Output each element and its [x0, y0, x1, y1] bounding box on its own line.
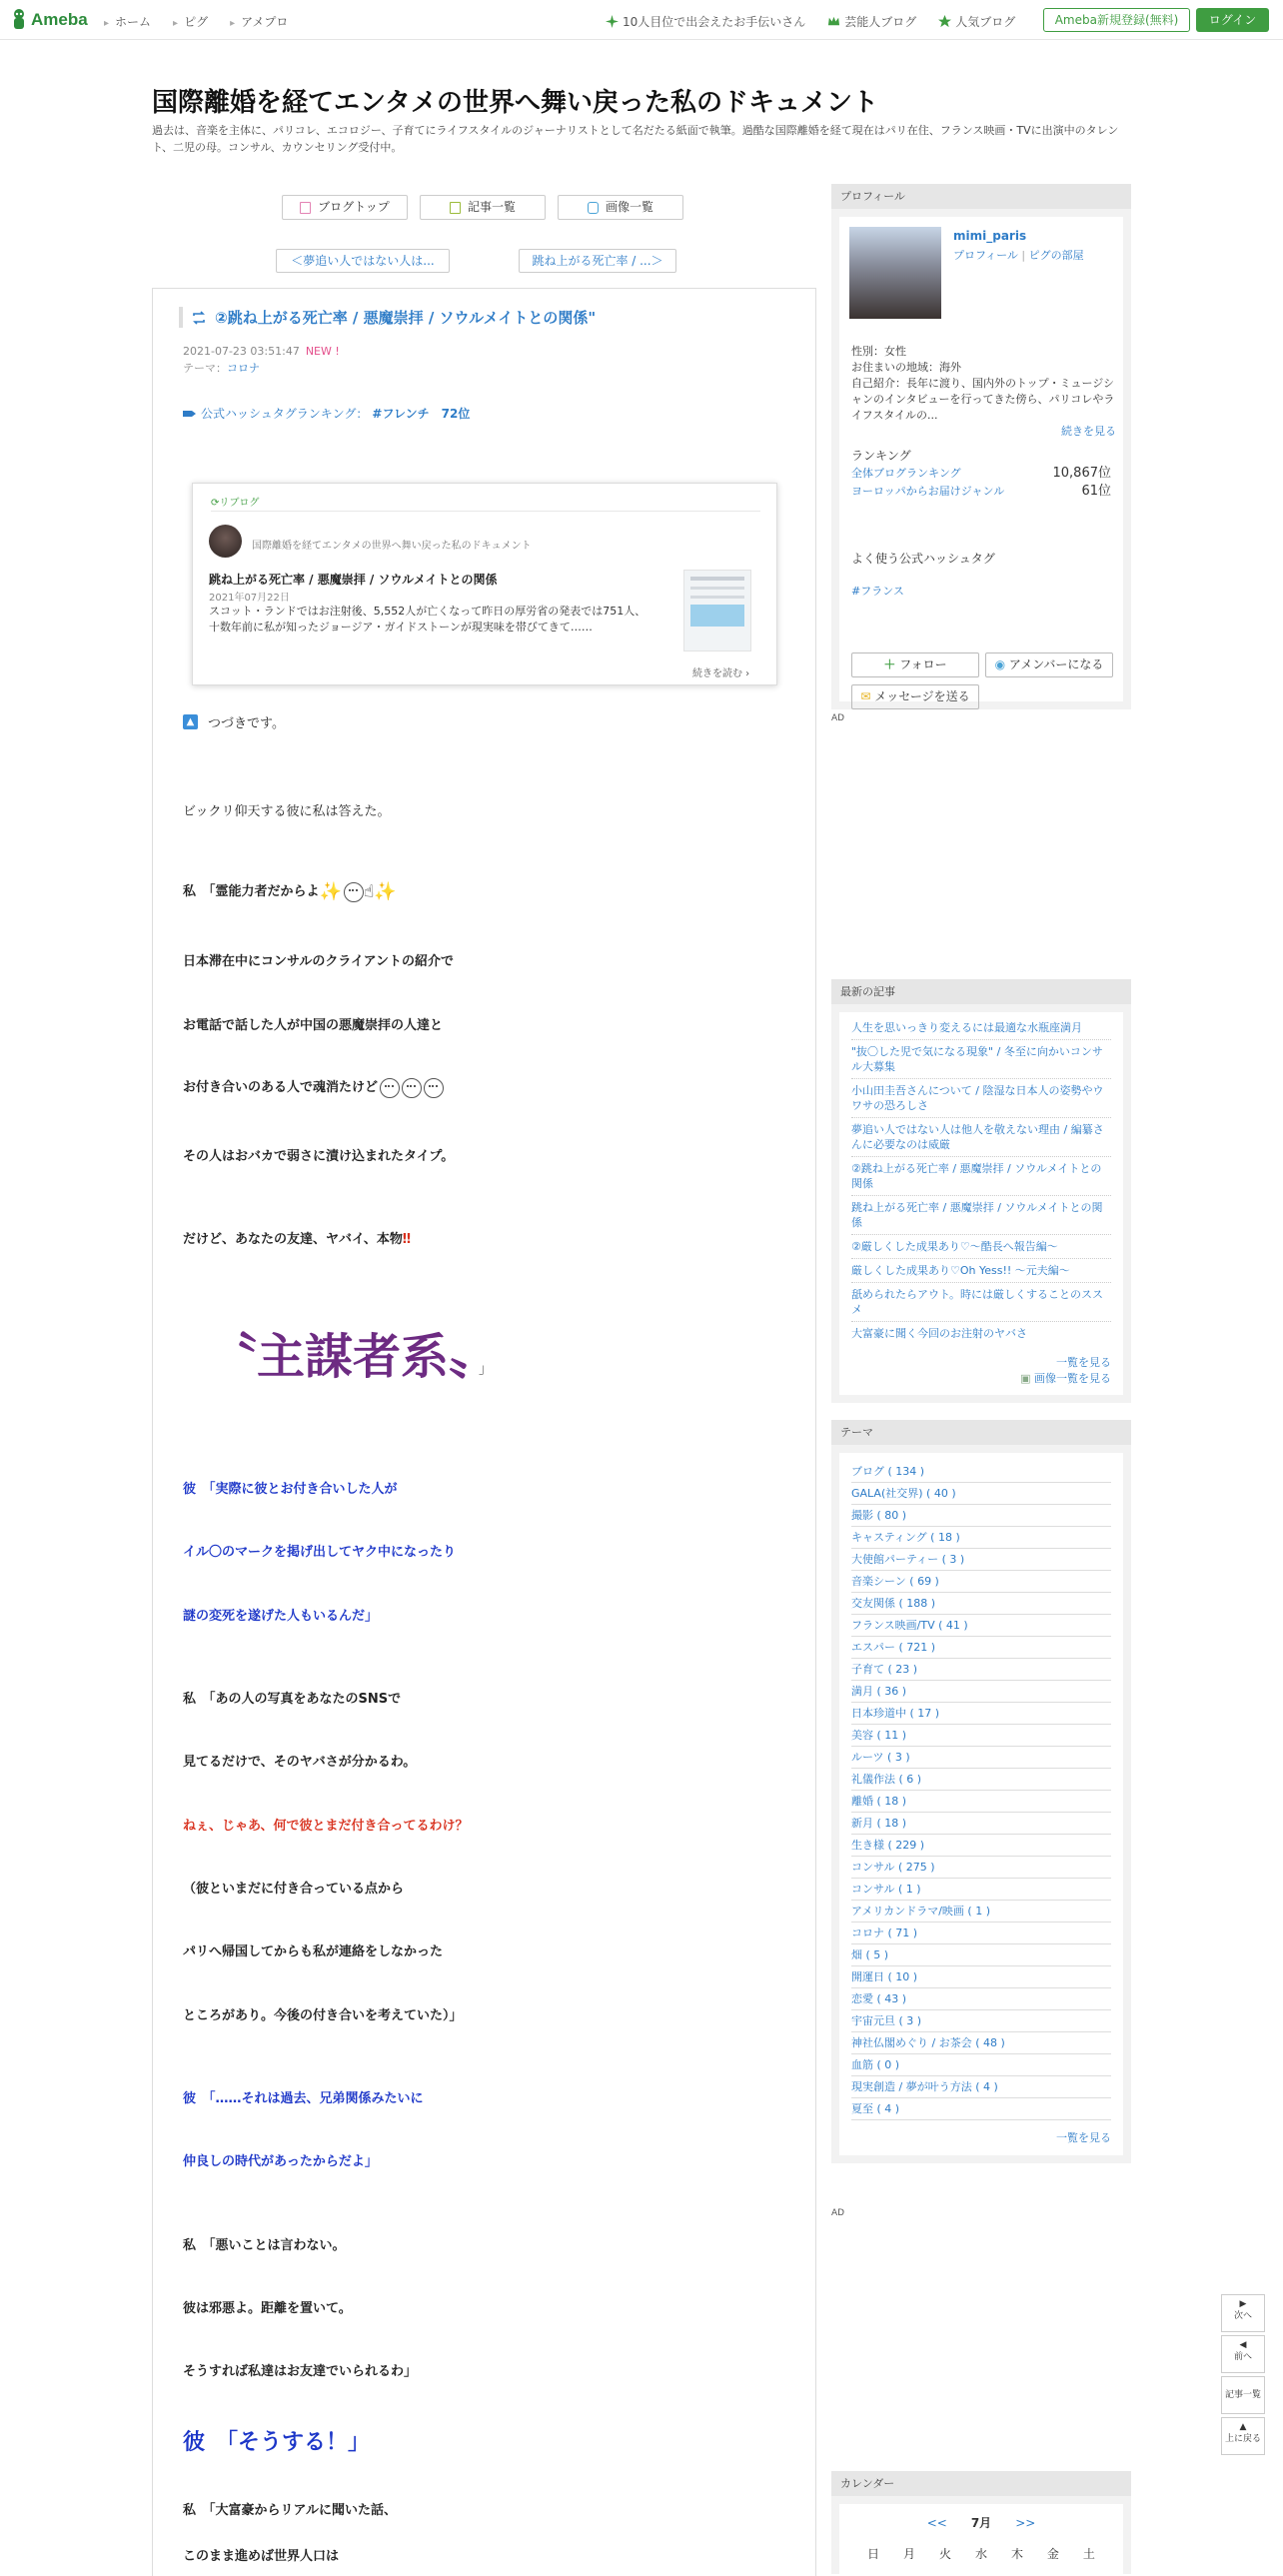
calendar-weekdays: 日 月 火 水 木 金 土	[867, 2547, 1095, 2561]
sparkle-emoji-icon: ✨	[319, 881, 342, 902]
ameba-logo[interactable]	[10, 8, 88, 32]
body-line: 私 「霊能力者だからよ✨ ☝✨	[183, 881, 397, 902]
reblog-label: ⟳リブログ	[211, 498, 260, 509]
reblog-date: 2021年07月22日	[209, 593, 290, 604]
theme-link[interactable]: 音楽シーン ( 69 )	[851, 1571, 1111, 1593]
nav-promo-label: 10人目位で出会えたお手伝いさん	[623, 15, 806, 29]
profile-more-link[interactable]: 続きを見る	[1061, 425, 1116, 438]
entry-title[interactable]	[179, 307, 596, 328]
recent-entry-link[interactable]: 人生を思いっきり変えるには最適な水瓶座満月	[851, 1016, 1111, 1040]
recent-entry-link[interactable]: 小山田圭吾さんについて / 陰湿な日本人の姿勢やウワサの恐ろしさ	[851, 1079, 1111, 1118]
float-prev-button[interactable]: ◀ 前へ	[1221, 2335, 1265, 2373]
body-line: 私 「大富豪からリアルに聞いた話、	[183, 2503, 397, 2518]
back-icon: ◀	[1239, 2340, 1247, 2350]
hand-emoji-icon: ☝	[363, 881, 375, 902]
hashtag-ranking[interactable]	[183, 405, 470, 422]
tab-image-list-label: 画像一覧	[605, 200, 653, 214]
sparkle-icon	[606, 15, 619, 28]
recent-entry-link[interactable]: 夢追い人ではない人は他人を敬えない理由 / 編纂さんに必要なのは威厳	[851, 1118, 1111, 1157]
tab-blog-top[interactable]	[282, 195, 408, 220]
ranking-overall-value: 10,867位	[1052, 466, 1111, 481]
recent-header: 最新の記事	[831, 979, 1131, 1004]
calendar-prev[interactable]: <<	[926, 2516, 947, 2530]
read-more-link[interactable]: 続きを読む ›	[692, 668, 750, 679]
entry-title-text: ②跳ね上がる死亡率 / 悪魔崇拝 / ソウルメイトとの関係"	[215, 309, 597, 327]
body-line: そうすれば私達はお友達でいられるわ」	[183, 2364, 418, 2379]
body-line: 日本滞在中にコンサルのクライアントの紹介で	[183, 954, 455, 969]
theme-link[interactable]: コンサル ( 275 )	[851, 1857, 1111, 1879]
theme-link[interactable]: 満月 ( 36 )	[851, 1681, 1111, 1703]
hashtag-label: よく使う公式ハッシュタグ	[851, 552, 995, 566]
recent-entry-link[interactable]: 大富豪に聞く今回のお注射のヤバさ	[851, 1327, 1027, 1340]
ranking-list	[851, 465, 1111, 501]
ameba-mascot-icon	[10, 8, 28, 32]
theme-link[interactable]: 撮影 ( 80 )	[851, 1505, 1111, 1527]
body-line: 彼 「実際に彼とお付き合いした人が	[183, 1482, 398, 1497]
body-line: イル〇のマークを掲げ出してヤク中になったり	[183, 1545, 457, 1560]
theme-link[interactable]: GALA(社交界) ( 40 )	[851, 1483, 1111, 1505]
theme-link[interactable]: 大使館パーティー ( 3 )	[851, 1549, 1111, 1571]
reblog-excerpt: スコット・ランドではお注射後、5,552人が亡くなって昨日の厚労省の発表では751人、十数年前に私が知ったジョージア・ガイドストーンが現実味を帯びてきて……	[209, 605, 646, 634]
recent-entry-link[interactable]: ②跳ね上がる死亡率 / 悪魔崇拝 / ソウルメイトとの関係	[851, 1157, 1111, 1196]
plus-icon: ＋	[883, 657, 896, 671]
arrow-up-icon: ▲	[183, 714, 198, 729]
calendar-widget	[831, 2471, 1131, 2574]
profile-widget	[831, 184, 1131, 709]
reblog-icon	[191, 311, 207, 325]
ranking-label: ランキング	[851, 449, 911, 463]
float-list-button[interactable]: 記事一覧	[1221, 2376, 1265, 2414]
nav-left	[104, 13, 310, 30]
theme-link[interactable]: フランス映画/TV ( 41 )	[851, 1615, 1111, 1637]
theme-link[interactable]: キャスティング ( 18 )	[851, 1527, 1111, 1549]
theme-link[interactable]: 夏至 ( 4 )	[851, 2098, 1111, 2120]
camera-icon	[588, 202, 599, 214]
login-button[interactable]: ログイン	[1196, 8, 1269, 32]
divider	[211, 511, 760, 512]
profile-image[interactable]	[849, 227, 941, 319]
theme-link[interactable]: 子育て ( 23 )	[851, 1659, 1111, 1681]
theme-link[interactable]: 美容 ( 11 )	[851, 1725, 1111, 1747]
document-icon	[450, 202, 461, 214]
nav-promo[interactable]	[606, 13, 805, 30]
theme-link[interactable]: 畑 ( 5 )	[851, 1944, 1111, 1966]
body-line: ▲ つづきです。	[183, 712, 285, 731]
nav-pigg[interactable]: ▸ ピグ	[173, 13, 208, 30]
body-line: パリへ帰国してからも私が連絡をしなかった	[183, 1944, 444, 1959]
body-line: 彼 「……それは過去、兄弟関係みたいに	[183, 2091, 424, 2106]
body-line: 見てるだけで、そのヤバさが分かるわ。	[183, 1755, 417, 1770]
recent-entry-link[interactable]: 厳しくした成果あり♡Oh Yess!! 〜元夫編〜	[851, 1259, 1111, 1283]
logo-text: Ameba	[31, 10, 88, 29]
blog-description: 過去は、音楽を主体に、パリコレ、エコロジー、子育てにライフスタイルのジャーナリストとして名だたる紙面で執筆。過酷な国際離婚を経て現在はパリ在住、フランス映画・TVに出演中のタレント、二児の母。コンサル、カウンセリング受付中。	[152, 124, 1119, 154]
theme-link[interactable]: 開運日 ( 10 )	[851, 1966, 1111, 1988]
theme-link[interactable]: 離婚 ( 18 )	[851, 1791, 1111, 1813]
ranking-genre-link[interactable]: ヨーロッパからお届けジャンル	[851, 485, 1005, 498]
next-entry-button[interactable]: 跳ね上がる死亡率 / ...＞	[519, 249, 676, 273]
theme-link[interactable]: コンサル ( 1 )	[851, 1879, 1111, 1901]
theme-link[interactable]: 神社仏閣めぐり / お茶会 ( 48 )	[851, 2032, 1111, 2054]
blog-icon	[300, 202, 311, 214]
member-icon: ◉	[994, 657, 1006, 671]
theme-link[interactable]: アメリカンドラマ/映画 ( 1 )	[851, 1901, 1111, 1923]
nav-celeb-blog[interactable]	[827, 13, 916, 30]
blog-tabs	[282, 195, 695, 220]
body-line: お付き合いのある人で魂消たけど	[183, 1076, 444, 1098]
reblog-card[interactable]	[192, 483, 777, 685]
body-line: その人はおバカで弱さに漬け込まれたタイプ。	[183, 1149, 455, 1164]
theme-label: テーマ：	[183, 362, 227, 375]
image-list-link[interactable]: 画像一覧を見る	[1034, 1372, 1111, 1385]
float-next-button[interactable]: ▶ 次へ	[1221, 2294, 1265, 2332]
body-line: （彼といまだに付き合っている点から	[183, 1882, 405, 1897]
profile-link[interactable]: プロフィール	[953, 249, 1018, 262]
image-icon: ▣	[1020, 1372, 1031, 1385]
ad-label: AD	[831, 2208, 845, 2218]
amember-button[interactable]: ◉ アメンバーになる	[985, 652, 1113, 677]
face-emoji-icon	[424, 1078, 444, 1098]
body-line: ところがあり。今後の付き合いを考えていた）」	[183, 2008, 463, 2023]
profile-location: お住まいの地域：海外	[851, 361, 961, 374]
up-arrow-icon: ▲	[1239, 2422, 1247, 2432]
entry-meta	[183, 343, 340, 377]
pigg-room-link[interactable]: ピグの部屋	[1028, 249, 1084, 262]
play-icon: ▶	[1239, 2299, 1247, 2309]
float-top-button[interactable]: ▲ 上に戻る	[1221, 2417, 1265, 2455]
theme-widget	[831, 1420, 1131, 2163]
nav-celeb-label: 芸能人ブログ	[844, 15, 917, 29]
entry-theme-link[interactable]: コロナ	[227, 362, 260, 375]
theme-link[interactable]: 恋愛 ( 43 )	[851, 1988, 1111, 2010]
face-emoji-icon	[344, 882, 364, 902]
body-line: 私 「悪いことは言わない。	[183, 2238, 346, 2253]
nav-popular-label: 人気ブログ	[955, 15, 1016, 29]
body-line: 彼は邪悪よ。距離を置いて。	[183, 2301, 352, 2316]
theme-link[interactable]: 現実創造 / 夢が叶う方法 ( 4 )	[851, 2076, 1111, 2098]
theme-more-link[interactable]: 一覧を見る	[1056, 2131, 1111, 2144]
theme-link[interactable]: 日本珍道中 ( 17 )	[851, 1703, 1111, 1725]
article	[152, 288, 816, 2576]
nav-amepro[interactable]: ▸ アメプロ	[230, 13, 288, 30]
tab-entry-list[interactable]	[420, 195, 546, 220]
profile-header: プロフィール	[831, 184, 1131, 209]
floating-nav	[1221, 2294, 1265, 2458]
recent-more-link[interactable]: 一覧を見る	[1056, 1356, 1111, 1369]
recent-entry-link[interactable]: "抜〇した児で気になる現象" / 冬至に向かいコンサル大募集	[851, 1040, 1111, 1079]
theme-link[interactable]: 礼儀作法 ( 6 )	[851, 1769, 1111, 1791]
theme-link[interactable]: ルーツ ( 3 )	[851, 1747, 1111, 1769]
follow-button[interactable]: ＋ フォロー	[851, 652, 979, 677]
reblog-blog-name: 国際離婚を経てエンタメの世界へ舞い戻った私のドキュメント	[252, 541, 532, 552]
theme-link[interactable]: コロナ ( 71 )	[851, 1923, 1111, 1944]
reblog-title[interactable]: 跳ね上がる死亡率 / 悪魔崇拝 / ソウルメイトとの関係	[209, 573, 498, 587]
face-emoji-icon	[380, 1078, 400, 1098]
sparkle-emoji-icon: ✨	[374, 881, 397, 902]
calendar-month: 7月	[970, 2516, 992, 2530]
hashtag-rank-label: 公式ハッシュタグランキング：	[201, 407, 369, 421]
body-line: このまま進めば世界人口は	[183, 2549, 340, 2564]
face-emoji-icon	[402, 1078, 422, 1098]
theme-link[interactable]: 新月 ( 18 )	[851, 1813, 1111, 1835]
tag-icon	[183, 409, 197, 419]
hashtag-rank-value: #フレンチ 72位	[372, 407, 471, 421]
new-badge: NEW !	[305, 345, 340, 358]
envelope-icon: ✉	[860, 689, 871, 703]
profile-name[interactable]: mimi_paris	[953, 229, 1027, 243]
nav-right	[606, 13, 1037, 30]
ranking-genre-value: 61位	[1081, 484, 1111, 499]
theme-link[interactable]: 血筋 ( 0 )	[851, 2054, 1111, 2076]
ad-label: AD	[831, 713, 845, 723]
star-icon	[938, 15, 951, 28]
body-line: 仲良しの時代があったからだよ」	[183, 2154, 378, 2169]
profile-gender: 性別：女性	[851, 345, 906, 358]
body-line: だけど、あなたの友達、ヤバイ、本物‼	[183, 1232, 411, 1247]
tab-blog-top-label: ブログトップ	[318, 200, 390, 214]
recent-entry-link[interactable]: 舐められたらアウト。時には厳しくすることのススメ	[851, 1283, 1111, 1322]
hashtag-link[interactable]: #フランス	[851, 585, 904, 598]
recent-entry-link[interactable]: ②厳しくした成果あり♡〜酷長へ報告編〜	[851, 1235, 1111, 1259]
avatar	[209, 525, 242, 558]
theme-link[interactable]: ブログ ( 134 )	[851, 1461, 1111, 1483]
emphasis-heading: 〝主謀者系〟 」	[209, 1329, 493, 1385]
register-button[interactable]: Ameba新規登録(無料)	[1043, 8, 1190, 32]
theme-link[interactable]: 生き様 ( 229 )	[851, 1835, 1111, 1857]
theme-link[interactable]: 宇宙元旦 ( 3 )	[851, 2010, 1111, 2032]
theme-link[interactable]: エスパー ( 721 )	[851, 1637, 1111, 1659]
tab-entry-list-label: 記事一覧	[467, 200, 516, 214]
prev-entry-button[interactable]: ＜夢追い人ではない人は...	[276, 249, 450, 273]
recent-entry-link[interactable]: 跳ね上がる死亡率 / 悪魔崇拝 / ソウルメイトとの関係	[851, 1196, 1111, 1235]
theme-link[interactable]: 交友関係 ( 188 )	[851, 1593, 1111, 1615]
nav-home[interactable]: ▸ ホーム	[104, 13, 151, 30]
crown-icon	[827, 15, 840, 28]
body-line: お電話で話した人が中国の悪魔崇拝の人達と	[183, 1018, 444, 1033]
body-line: 私 「あの人の写真をあなたのSNSで	[183, 1692, 402, 1707]
body-line: 彼 「そうする！」	[183, 2430, 371, 2455]
blog-title[interactable]: 国際離婚を経てエンタメの世界へ舞い戻った私のドキュメント	[152, 88, 878, 118]
recent-entries-widget	[831, 979, 1131, 1403]
profile-intro: 自己紹介：長年に渡り、国内外のトップ・ミュージシャンのインタビューを行ってきた傍ら、パリコレやライフスタイルの...	[851, 377, 1115, 422]
message-button[interactable]: ✉ メッセージを送る	[851, 684, 979, 709]
top-bar	[0, 0, 1283, 40]
calendar-header: カレンダー	[831, 2471, 1131, 2496]
ranking-overall-link[interactable]: 全体ブログランキング	[851, 467, 961, 480]
theme-header: テーマ	[831, 1420, 1131, 1445]
profile-links: プロフィール | ピグの部屋	[953, 249, 1084, 262]
body-line: ねぇ、じゃあ、何で彼とまだ付き合ってるわけ？	[183, 1819, 469, 1834]
entry-datetime: 2021-07-23 03:51:47	[183, 345, 300, 358]
nav-popular-blog[interactable]	[938, 13, 1015, 30]
body-line: ビックリ仰天する彼に私は答えた。	[183, 804, 391, 819]
reblog-thumbnail	[683, 570, 751, 651]
body-line: 謎の変死を遂げた人もいるんだ」	[183, 1609, 379, 1624]
calendar-next[interactable]: >>	[1015, 2516, 1036, 2530]
profile-details	[851, 344, 1116, 440]
tab-image-list[interactable]	[558, 195, 683, 220]
